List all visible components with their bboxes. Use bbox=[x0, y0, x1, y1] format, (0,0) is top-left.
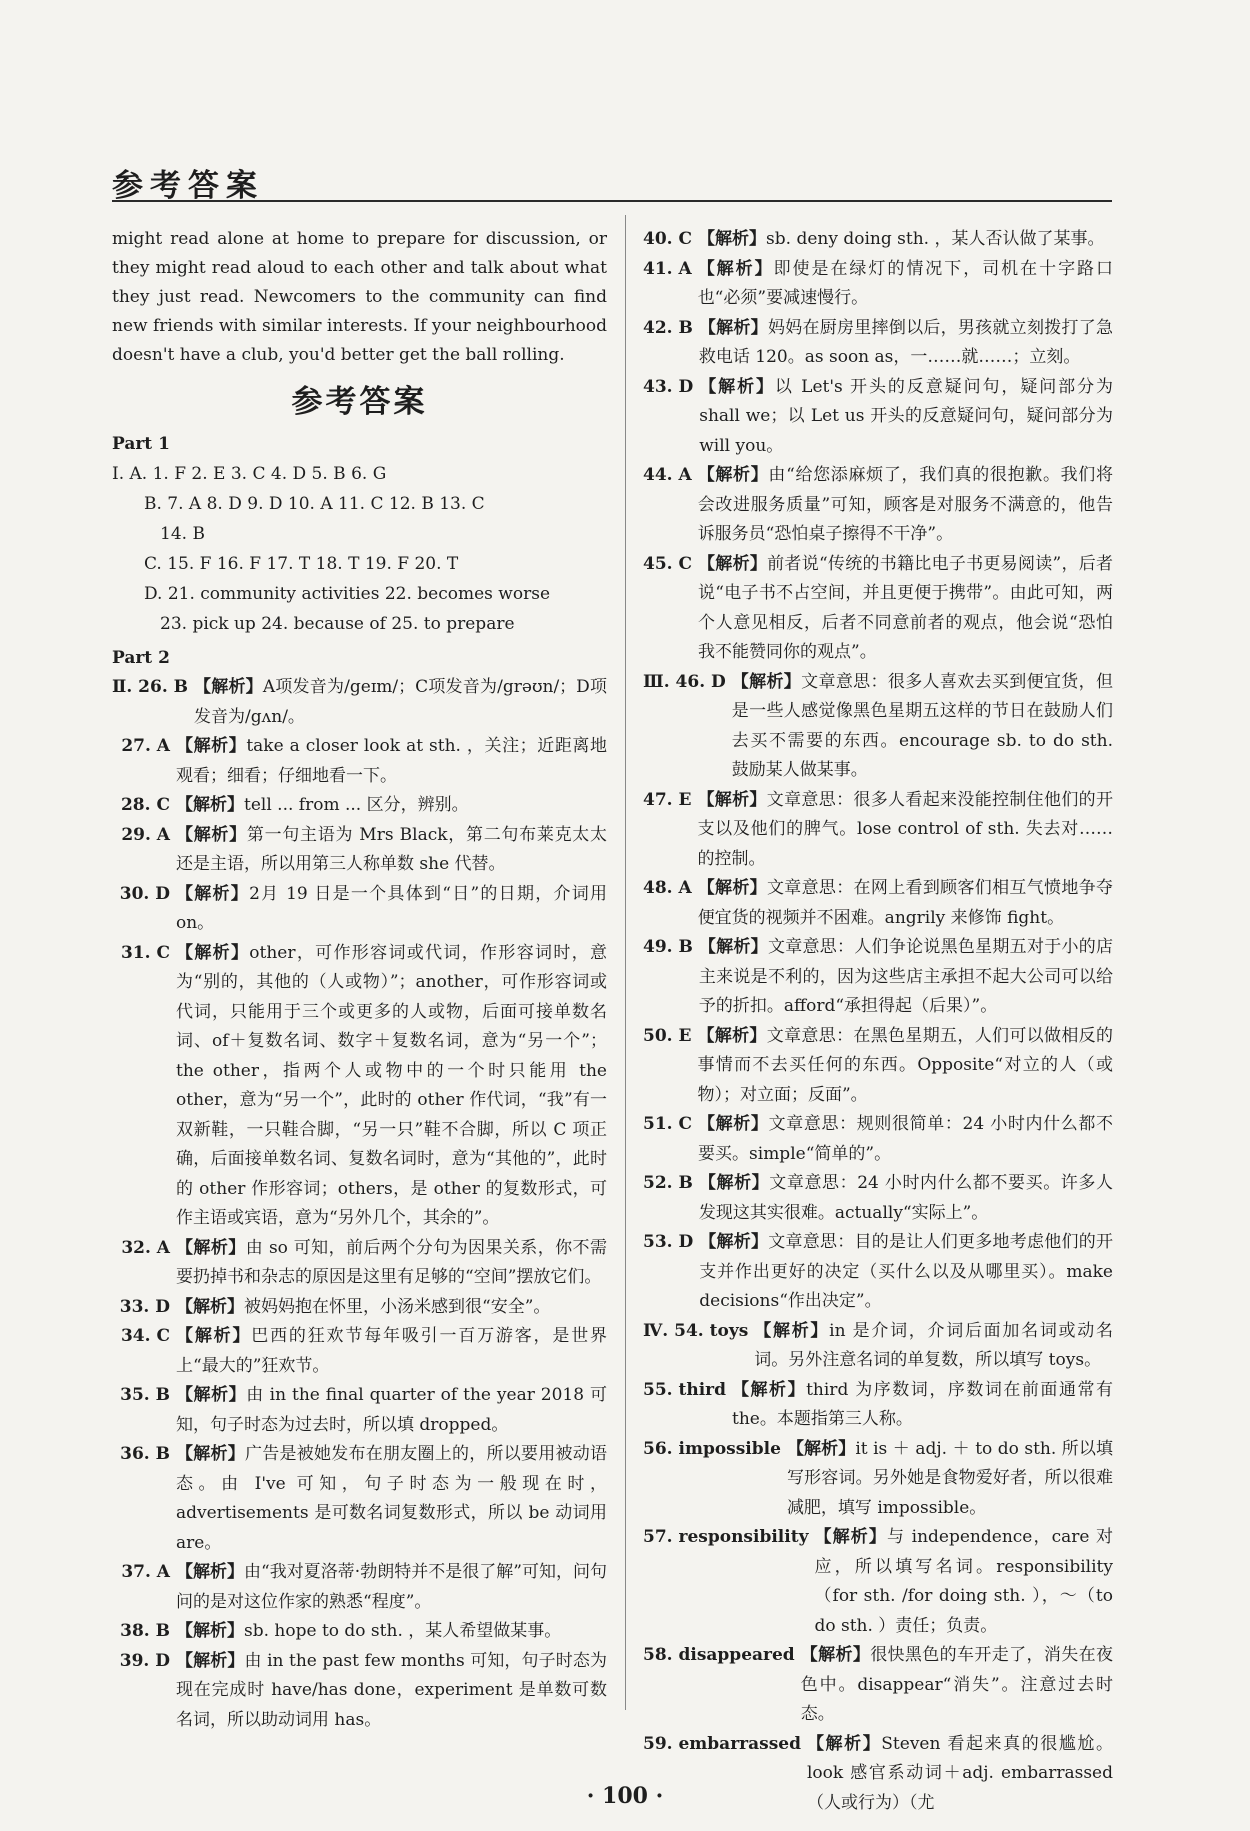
answer-explanation bbox=[787, 1435, 1113, 1524]
answer-number: 52. B bbox=[643, 1173, 693, 1193]
answer-explanation bbox=[698, 255, 1113, 314]
analysis-text: sb. deny doing sth. ，某人否认做了某事。 bbox=[766, 229, 1105, 249]
answer-item bbox=[112, 1322, 607, 1381]
answer-number: 33. D bbox=[119, 1296, 170, 1317]
analysis-text: 以 Let's 开头的反意疑问句，疑问部分为 shall we；以 Let us 开头的反意疑问句，疑问部分为 will you。 bbox=[699, 376, 1113, 456]
answer-explanation bbox=[176, 1322, 607, 1381]
p1-line: 23. pick up 24. because of 25. to prepare bbox=[160, 614, 515, 634]
answer-explanation bbox=[176, 1617, 607, 1647]
analysis-label: 【解析】 bbox=[176, 736, 247, 756]
analysis-label: 【解析】 bbox=[698, 553, 768, 574]
analysis-text: 文章意思：人们争论说黑色星期五对于小的店主来说是不利的，因为这些店主承担不起大公司可以给予的折扣。afford“承担得起（后果）”。 bbox=[698, 937, 1114, 1016]
answer-item bbox=[643, 668, 1113, 786]
answer-item bbox=[112, 821, 607, 880]
answer-item bbox=[643, 1022, 1113, 1111]
answer-number: 51. C bbox=[643, 1114, 693, 1134]
analysis-label: 【解析】 bbox=[697, 1025, 767, 1046]
part1-heading: Part 1 bbox=[112, 434, 170, 454]
answer-explanation bbox=[176, 732, 607, 791]
answer-number: 28. C bbox=[120, 795, 170, 815]
answer-item bbox=[643, 225, 1113, 255]
answer-item bbox=[643, 786, 1113, 875]
answer-item bbox=[112, 732, 607, 791]
answer-item bbox=[643, 1435, 1113, 1524]
analysis-label: 【解析】 bbox=[176, 1650, 245, 1671]
page-number: · 100 · bbox=[586, 1783, 664, 1809]
answer-explanation bbox=[176, 821, 607, 880]
answer-explanation bbox=[699, 933, 1113, 1022]
answer-explanation bbox=[732, 1376, 1113, 1435]
answer-explanation bbox=[176, 1647, 607, 1736]
answer-item bbox=[643, 314, 1113, 373]
answer-explanation bbox=[732, 668, 1113, 786]
answer-item bbox=[112, 1440, 607, 1558]
analysis-text: take a closer look at sth. ，关注；近距离地观看；细看；仔细地看一下。 bbox=[176, 736, 608, 786]
analysis-text: sb. hope to do sth. ，某人希望做某事。 bbox=[244, 1621, 562, 1641]
analysis-label: 【解析】 bbox=[176, 1444, 245, 1464]
answer-item bbox=[112, 880, 607, 939]
answer-explanation bbox=[176, 1558, 607, 1617]
answer-number: 58. disappeared bbox=[643, 1645, 795, 1665]
analysis-text: in 是介词，介词后面加名词或动名词。另外注意名词的单复数，所以填写 toys。 bbox=[754, 1320, 1113, 1370]
answer-explanation bbox=[176, 791, 607, 821]
analysis-text: 文章意思：很多人看起来没能控制住他们的开支以及他们的脾气。lose control of sth. 失去对……的控制。 bbox=[697, 789, 1113, 869]
answer-number: 49. B bbox=[643, 937, 693, 957]
answer-item bbox=[643, 1641, 1113, 1730]
answer-number: Ⅱ. 26. B bbox=[112, 677, 189, 697]
analysis-text: 由 in the final quarter of the year 2018 可知，句子时态为过去时，所以填 dropped。 bbox=[176, 1385, 608, 1435]
answer-number: 31. C bbox=[120, 942, 170, 963]
answer-item bbox=[643, 1523, 1113, 1641]
answer-explanation bbox=[699, 373, 1113, 462]
analysis-label: 【解析】 bbox=[176, 1237, 246, 1258]
answer-number: 57. responsibility bbox=[643, 1527, 809, 1547]
answer-item bbox=[643, 255, 1113, 314]
answer-number: 56. impossible bbox=[643, 1438, 781, 1459]
analysis-text: 2月 19 日是一个具体到“日”的日期，介词用 on。 bbox=[176, 883, 607, 933]
answer-number: 38. B bbox=[120, 1621, 170, 1641]
answer-explanation bbox=[754, 1317, 1113, 1376]
answer-item bbox=[112, 791, 607, 821]
answer-item bbox=[643, 373, 1113, 462]
answer-explanation bbox=[814, 1523, 1113, 1641]
analysis-label: 【解析】 bbox=[176, 1326, 252, 1346]
analysis-text: 文章意思：在网上看到顾客们相互气愤地争夺便宜货的视频并不困难。angrily 来修饰 fight。 bbox=[697, 878, 1114, 928]
answer-item bbox=[112, 1647, 607, 1736]
analysis-label: 【解析】 bbox=[814, 1527, 887, 1547]
analysis-label: 【解析】 bbox=[754, 1320, 830, 1341]
answer-explanation bbox=[698, 874, 1113, 933]
analysis-text: third 为序数词，序数词在前面通常有 the。本题指第三人称。 bbox=[732, 1379, 1113, 1429]
p1-line: 14. B bbox=[160, 524, 205, 544]
answer-item bbox=[643, 1376, 1113, 1435]
answer-explanation bbox=[194, 673, 607, 732]
analysis-text: 文章意思：24 小时内什么都不要买。许多人发现这其实很难。actually“实际上”。 bbox=[698, 1173, 1114, 1223]
analysis-label: 【解析】 bbox=[698, 1173, 770, 1193]
answer-explanation bbox=[176, 939, 607, 1234]
answer-explanation bbox=[176, 1381, 607, 1440]
answer-explanation bbox=[176, 1440, 607, 1558]
answer-number: 59. embarrassed bbox=[643, 1733, 801, 1754]
running-header-title: 参考答案 bbox=[112, 168, 264, 204]
part2-heading: Part 2 bbox=[112, 648, 170, 668]
analysis-label: 【解析】 bbox=[697, 258, 774, 279]
answer-item bbox=[643, 461, 1113, 550]
answer-explanation bbox=[698, 550, 1113, 668]
answer-item bbox=[112, 1381, 607, 1440]
answer-number: 27. A bbox=[121, 736, 170, 756]
analysis-text: 前者说“传统的书籍比电子书更易阅读”，后者说“电子书不占空间，并且更便于携带”。由此可知，两个人意见相反，后者不同意前者的观点，他会说“恐怕我不能赞同你的观点”。 bbox=[698, 553, 1114, 662]
analysis-text: it is ＋ adj. ＋ to do sth. 所以填写形容词。另外她是食物爱好者，所以很难减肥，填写 impossible。 bbox=[786, 1438, 1113, 1518]
analysis-label: 【解析】 bbox=[806, 1733, 882, 1754]
analysis-label: 【解析】 bbox=[698, 229, 767, 249]
answer-explanation bbox=[699, 1228, 1113, 1317]
analysis-label: 【解析】 bbox=[176, 824, 247, 845]
column-divider bbox=[625, 215, 626, 1710]
answer-item bbox=[112, 1558, 607, 1617]
answer-number: 41. A bbox=[643, 258, 692, 279]
analysis-text: other，可作形容词或代词，作形容词时，意为“别的，其他的（人或物）”；another，可作形容词或代词，只能用于三个或更多的人或物，后面可接单数名词、of＋复数名词、数字＋复数名词，意为“另一个”；the other，指两个人或物中的一个时只能用 the other，意为“另一个”，此时的 other 作代词，“我”有一双新鞋，一只鞋合脚，“另一只”鞋不合脚，所以 C 项正确，后面接单数名词、复数名词时，意为“其他的”，此时的 other 作形容词；others，是 other 的复数形式，可作主语或宾语，意为“另外几个，其余的”。 bbox=[176, 942, 608, 1228]
answer-item bbox=[112, 939, 607, 1234]
analysis-label: 【解析】 bbox=[176, 795, 244, 815]
analysis-label: 【解析】 bbox=[176, 1296, 244, 1317]
answer-number: 39. D bbox=[119, 1650, 170, 1671]
analysis-label: 【解析】 bbox=[194, 677, 263, 697]
analysis-text: 由 so 可知，前后两个分句为因果关系，你不需要扔掉书和杂志的原因是这里有足够的“空间”摆放它们。 bbox=[176, 1237, 607, 1287]
answer-item bbox=[643, 550, 1113, 668]
answer-explanation bbox=[699, 314, 1113, 373]
answer-number: 35. B bbox=[120, 1385, 170, 1405]
answer-number: 36. B bbox=[120, 1444, 170, 1464]
analysis-text: A项发音为/geɪm/；C项发音为/grəʊn/；D项发音为/gʌn/。 bbox=[194, 677, 608, 727]
analysis-label: 【解析】 bbox=[176, 883, 250, 904]
analysis-label: 【解析】 bbox=[176, 1621, 244, 1641]
analysis-text: 很快黑色的车开走了，消失在夜色中。disappear“消失”。注意过去时态。 bbox=[800, 1645, 1114, 1724]
right-column bbox=[643, 225, 1113, 1818]
analysis-text: 文章意思：在黑色星期五，人们可以做相反的事情而不去买任何的东西。Opposite“对立的人（或物）；对立面；反面”。 bbox=[697, 1025, 1113, 1105]
p1-line: B. 7. A 8. D 9. D 10. A 11. C 12. B 13. C bbox=[144, 494, 485, 514]
answer-number: 55. third bbox=[643, 1379, 727, 1400]
analysis-label: 【解析】 bbox=[698, 937, 768, 957]
analysis-label: 【解析】 bbox=[699, 1232, 769, 1252]
answer-explanation bbox=[698, 1110, 1113, 1169]
analysis-text: 文章意思：规则很简单：24 小时内什么都不要买。simple“简单的”。 bbox=[698, 1114, 1113, 1164]
answer-number: 34. C bbox=[120, 1326, 170, 1346]
answer-explanation bbox=[176, 880, 607, 939]
left-column bbox=[112, 225, 607, 1735]
analysis-label: 【解析】 bbox=[697, 789, 767, 810]
answer-number: 42. B bbox=[643, 317, 693, 338]
analysis-text: 第一句主语为 Mrs Black，第二句布莱克太太还是主语，所以用第三人称单数 she 代替。 bbox=[176, 824, 608, 874]
answer-explanation bbox=[176, 1234, 607, 1293]
answer-number: 50. E bbox=[643, 1025, 692, 1046]
answer-explanation bbox=[697, 786, 1113, 875]
analysis-text: 由 in the past few months 可知，句子时态为现在完成时 have/has done，experiment 是单数可数名词，所以助动词用 has。 bbox=[176, 1650, 608, 1730]
answer-item bbox=[643, 1228, 1113, 1317]
analysis-text: 即使是在绿灯的情况下，司机在十字路口也“必须”要减速慢行。 bbox=[697, 258, 1114, 308]
analysis-text: Steven 看起来真的很尴尬。look 感官系动词＋adj. embarrassed（人或行为）（尤 bbox=[806, 1733, 1113, 1813]
p1-line: C. 15. F 16. F 17. T 18. T 19. F 20. T bbox=[144, 554, 459, 574]
analysis-text: 与 independence，care 对应，所以填写名词。responsibility（for sth. /for doing sth. ），～（to do sth. ）责任；负责。 bbox=[814, 1527, 1113, 1636]
answer-item bbox=[643, 1169, 1113, 1228]
header-rule bbox=[112, 200, 1112, 202]
analysis-label: 【解析】 bbox=[176, 1562, 245, 1582]
analysis-text: 由“给您添麻烦了，我们真的很抱歉。我们将会改进服务质量”可知，顾客是对服务不满意的，他告诉服务员“恐怕桌子擦得不干净”。 bbox=[697, 465, 1113, 544]
analysis-label: 【解析】 bbox=[699, 376, 775, 397]
answer-item bbox=[112, 673, 607, 732]
answer-item bbox=[643, 933, 1113, 1022]
answer-number: 29. A bbox=[121, 824, 170, 845]
analysis-text: 妈妈在厨房里摔倒以后，男孩就立刻拨打了急救电话 120。as soon as，一……就……；立刻。 bbox=[698, 317, 1114, 367]
answer-number: 40. C bbox=[643, 229, 693, 249]
right-answer-list bbox=[643, 225, 1113, 1818]
answer-number: 45. C bbox=[643, 553, 693, 574]
answer-item bbox=[112, 1617, 607, 1647]
answer-number: 43. D bbox=[643, 376, 694, 397]
analysis-text: 巴西的狂欢节每年吸引一百万游客，是世界上“最大的”狂欢节。 bbox=[176, 1326, 608, 1376]
analysis-label: 【解析】 bbox=[176, 942, 250, 963]
answer-number: 44. A bbox=[643, 465, 692, 485]
answer-item bbox=[112, 1234, 607, 1293]
answer-item bbox=[643, 1110, 1113, 1169]
answer-number: 32. A bbox=[121, 1237, 170, 1258]
answer-number: 48. A bbox=[643, 878, 692, 898]
answer-number: 47. E bbox=[643, 789, 692, 810]
answer-item bbox=[643, 1317, 1113, 1376]
analysis-text: 被妈妈抱在怀里，小汤米感到很“安全”。 bbox=[244, 1296, 551, 1317]
intro-paragraph: might read alone at home to prepare for discussion, or they might read aloud to each other and talk about what they just read. Newcomers to the community can find new friends with similar interests. If your neighbourhood doesn't have a club, you'd better get the ball rolling. bbox=[112, 229, 607, 365]
analysis-label: 【解析】 bbox=[800, 1645, 871, 1665]
analysis-label: 【解析】 bbox=[731, 671, 802, 692]
analysis-text: tell ... from ... 区分，辨别。 bbox=[244, 795, 469, 815]
p1-line: D. 21. community activities 22. becomes worse bbox=[144, 584, 551, 604]
p1-line: Ⅰ. A. 1. F 2. E 3. C 4. D 5. B 6. G bbox=[112, 464, 387, 484]
answer-explanation bbox=[801, 1641, 1113, 1730]
analysis-label: 【解析】 bbox=[176, 1385, 247, 1405]
answer-explanation bbox=[698, 461, 1113, 550]
answer-explanation bbox=[699, 1169, 1113, 1228]
analysis-text: 由“我对夏洛蒂·勃朗特并不是很了解”可知，问句问的是对这位作家的熟悉“程度”。 bbox=[176, 1562, 607, 1612]
answer-explanation bbox=[698, 225, 1113, 255]
left-answer-list bbox=[112, 673, 607, 1735]
analysis-label: 【解析】 bbox=[698, 317, 768, 338]
answer-number: 37. A bbox=[121, 1562, 170, 1582]
answers-title: 参考答案 bbox=[291, 384, 428, 420]
analysis-text: 文章意思：目的是让人们更多地考虑他们的开支并作出更好的决定（买什么以及从哪里买）。make decisions“作出决定”。 bbox=[699, 1232, 1113, 1311]
answer-number: Ⅲ. 46. D bbox=[643, 671, 726, 692]
analysis-label: 【解析】 bbox=[786, 1438, 856, 1459]
analysis-label: 【解析】 bbox=[698, 1114, 769, 1134]
answer-item bbox=[643, 874, 1113, 933]
analysis-text: 文章意思：很多人喜欢去买到便宜货，但是一些人感觉像黑色星期五这样的节日在鼓励人们去买不需要的东西。encourage sb. to do sth. 鼓励某人做某事。 bbox=[731, 671, 1113, 780]
analysis-label: 【解析】 bbox=[697, 878, 767, 898]
analysis-label: 【解析】 bbox=[697, 465, 769, 485]
answer-explanation bbox=[697, 1022, 1113, 1111]
analysis-label: 【解析】 bbox=[732, 1379, 807, 1400]
answer-number: 53. D bbox=[643, 1232, 694, 1252]
answer-number: 30. D bbox=[119, 883, 170, 904]
analysis-text: 广告是被她发布在朋友圈上的，所以要用被动语态。由 I've 可知，句子时态为一般现在时，advertisements 是可数名词复数形式，所以 be 动词用 are。 bbox=[176, 1444, 607, 1553]
answer-explanation bbox=[176, 1293, 607, 1323]
answer-item bbox=[112, 1293, 607, 1323]
answer-number: Ⅳ. 54. toys bbox=[643, 1320, 749, 1341]
